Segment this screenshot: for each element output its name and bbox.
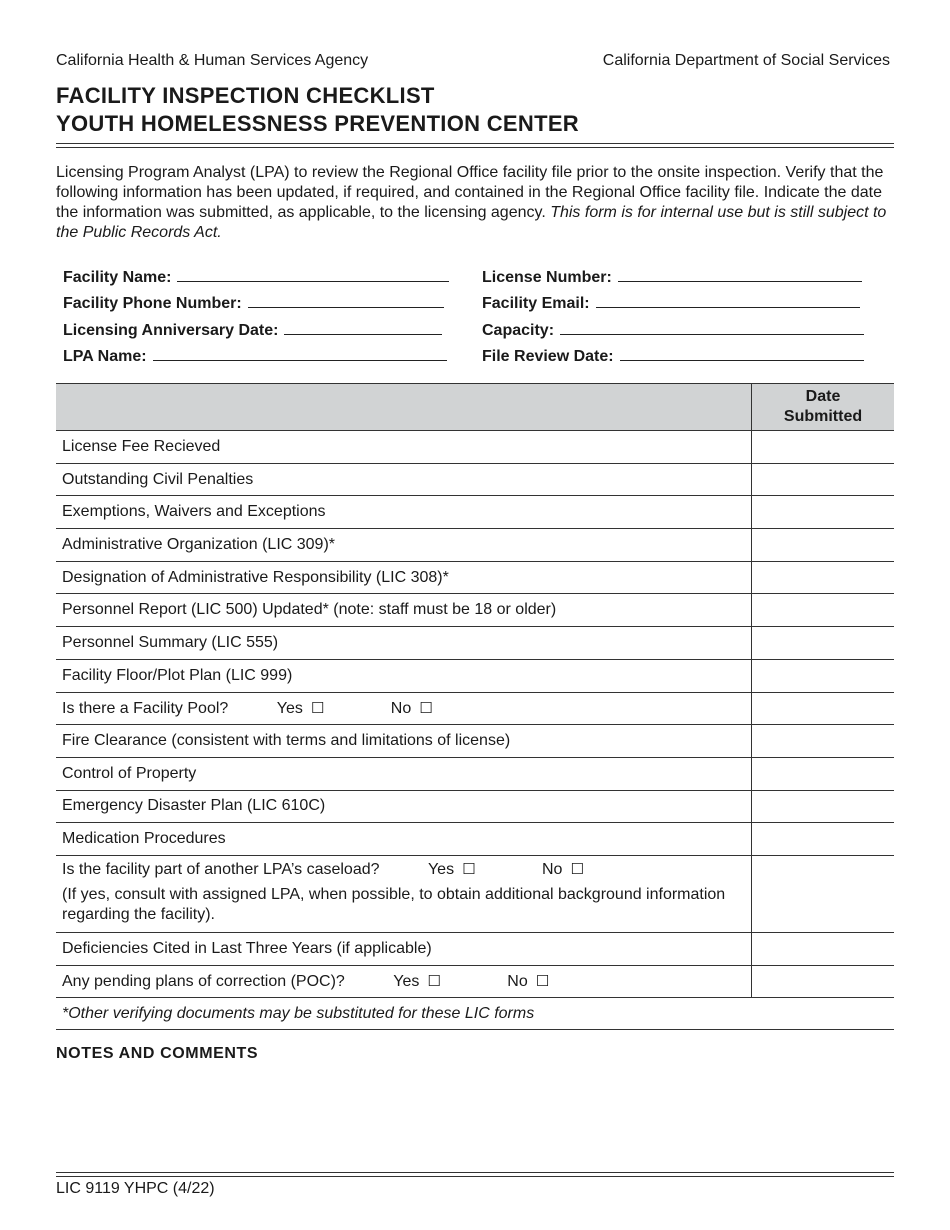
poc-no-option[interactable] — [507, 972, 549, 991]
facility-name-field[interactable] — [63, 267, 449, 287]
form-id: LIC 9119 YHPC (4/22) — [56, 1180, 215, 1197]
poc-question — [56, 965, 752, 998]
instructions — [56, 163, 894, 243]
item-label: Control of Property — [56, 757, 752, 790]
date-cell[interactable] — [752, 659, 895, 692]
table-row-poc — [56, 965, 894, 998]
facility-email-line[interactable] — [596, 293, 860, 308]
table-row — [56, 757, 894, 790]
footnote: *Other verifying documents may be substituted for these LIC forms — [56, 998, 894, 1030]
agency-name: California Health & Human Services Agency — [56, 52, 369, 69]
file-review-date-field[interactable] — [482, 346, 864, 366]
date-cell[interactable] — [752, 431, 895, 464]
lpa-name-field[interactable] — [63, 346, 447, 366]
date-cell[interactable] — [752, 627, 895, 660]
notes-heading: NOTES AND COMMENTS — [56, 1045, 259, 1062]
item-label: Personnel Summary (LIC 555) — [56, 627, 752, 660]
table-row — [56, 790, 894, 823]
yes-label: Yes — [393, 972, 420, 990]
footer-divider-top — [56, 1172, 894, 1173]
date-cell[interactable] — [752, 932, 895, 965]
item-label: Deficiencies Cited in Last Three Years (if applicable) — [56, 932, 752, 965]
date-header-line1: Date — [805, 388, 841, 405]
license-number-line[interactable] — [618, 267, 862, 282]
license-number-field[interactable] — [482, 267, 862, 287]
yes-label: Yes — [427, 860, 455, 878]
table-row — [56, 932, 894, 965]
poc-yes-checkbox[interactable]: ☐ — [427, 972, 441, 990]
facility-email-field[interactable] — [482, 293, 860, 313]
date-cell[interactable] — [752, 496, 895, 529]
capacity-field[interactable] — [482, 320, 864, 340]
checklist-table — [56, 383, 894, 1030]
table-row — [56, 463, 894, 496]
table-header-row — [56, 384, 894, 431]
lpa-name-line[interactable] — [153, 346, 447, 361]
date-cell[interactable] — [752, 529, 895, 562]
facility-phone-line[interactable] — [248, 293, 444, 308]
no-label: No — [390, 699, 412, 717]
item-header — [56, 384, 752, 431]
date-header-line2: Submitted — [783, 408, 863, 425]
item-label: Personnel Report (LIC 500) Updated* (note: staff must be 18 or older) — [56, 594, 752, 627]
anniversary-date-label: Licensing Anniversary Date: — [63, 322, 279, 339]
date-cell[interactable] — [752, 855, 895, 932]
yes-label: Yes — [276, 699, 303, 717]
date-cell[interactable] — [752, 594, 895, 627]
facility-name-line[interactable] — [177, 267, 449, 282]
date-cell[interactable] — [752, 965, 895, 998]
lpa-name-label: LPA Name: — [63, 348, 147, 365]
table-row — [56, 627, 894, 660]
anniversary-date-field[interactable] — [63, 320, 442, 340]
poc-yes-option[interactable] — [393, 972, 441, 991]
table-row — [56, 496, 894, 529]
form-title — [56, 82, 579, 138]
date-submitted-header — [752, 384, 895, 431]
title-divider-top — [56, 143, 894, 144]
item-label: Designation of Administrative Responsibility (LIC 308)* — [56, 561, 752, 594]
table-row — [56, 594, 894, 627]
date-cell[interactable] — [752, 725, 895, 758]
caseload-yes-option[interactable] — [428, 860, 476, 879]
license-number-label: License Number: — [482, 269, 612, 286]
file-review-date-label: File Review Date: — [482, 348, 614, 365]
table-row — [56, 431, 894, 464]
table-row — [56, 659, 894, 692]
form-title-line1: FACILITY INSPECTION CHECKLIST — [56, 83, 435, 108]
pool-yes-option[interactable] — [277, 699, 325, 718]
item-label: Is the facility part of another LPA’s caseload? — [62, 860, 380, 878]
item-label: Facility Floor/Plot Plan (LIC 999) — [56, 659, 752, 692]
form-title-line2: YOUTH HOMELESSNESS PREVENTION CENTER — [56, 111, 579, 136]
poc-no-checkbox[interactable]: ☐ — [535, 972, 550, 990]
department-name: California Department of Social Services — [602, 52, 890, 69]
caseload-question — [56, 855, 752, 932]
table-row — [56, 725, 894, 758]
footer-divider-bottom — [56, 1176, 894, 1177]
item-label: Is there a Facility Pool? — [62, 699, 229, 717]
date-cell[interactable] — [752, 757, 895, 790]
date-cell[interactable] — [752, 463, 895, 496]
facility-phone-field[interactable] — [63, 293, 444, 313]
pool-no-option[interactable] — [391, 699, 433, 718]
facility-email-label: Facility Email: — [482, 295, 590, 312]
anniversary-date-line[interactable] — [284, 320, 442, 335]
item-label: Exemptions, Waivers and Exceptions — [56, 496, 752, 529]
date-cell[interactable] — [752, 823, 895, 856]
item-label: License Fee Recieved — [56, 431, 752, 464]
caseload-no-option[interactable] — [542, 860, 584, 879]
item-label: Medication Procedures — [56, 823, 752, 856]
item-label: Emergency Disaster Plan (LIC 610C) — [56, 790, 752, 823]
table-row — [56, 561, 894, 594]
instructions-text: Licensing Program Analyst (LPA) to review the Regional Office facility file prior to the onsite inspection. Verify that the following information has been updated, if required, and contained in the Regional Office facility file. Indicate the date the information was submitted, as applicable, to the licensing agency. — [56, 164, 884, 221]
item-label: Outstanding Civil Penalties — [56, 463, 752, 496]
table-row — [56, 823, 894, 856]
caseload-note: (If yes, consult with assigned LPA, when possible, to obtain additional background information regarding the facility). — [62, 885, 726, 923]
item-label: Fire Clearance (consistent with terms and limitations of license) — [56, 725, 752, 758]
title-divider-bottom — [56, 147, 894, 148]
date-cell[interactable] — [752, 692, 895, 725]
no-label: No — [507, 972, 528, 990]
pool-question — [56, 692, 752, 725]
date-cell[interactable] — [752, 790, 895, 823]
item-label: Any pending plans of correction (POC)? — [62, 972, 345, 990]
facility-phone-label: Facility Phone Number: — [63, 295, 242, 312]
instructions-italic: This form is for internal use but is still subject to the Public Records Act. — [56, 204, 887, 241]
file-review-date-line[interactable] — [620, 346, 864, 361]
table-row — [56, 529, 894, 562]
pool-no-checkbox[interactable]: ☐ — [419, 699, 433, 717]
caseload-no-checkbox[interactable]: ☐ — [570, 860, 584, 878]
table-row-caseload — [56, 855, 894, 932]
table-row-pool — [56, 692, 894, 725]
item-label: Administrative Organization (LIC 309)* — [56, 529, 752, 562]
no-label: No — [541, 860, 563, 878]
date-cell[interactable] — [752, 561, 895, 594]
capacity-label: Capacity: — [482, 322, 555, 339]
pool-yes-checkbox[interactable]: ☐ — [310, 699, 325, 717]
footnote-row — [56, 998, 894, 1030]
capacity-line[interactable] — [560, 320, 864, 335]
facility-name-label: Facility Name: — [63, 269, 172, 286]
caseload-yes-checkbox[interactable]: ☐ — [462, 860, 476, 878]
